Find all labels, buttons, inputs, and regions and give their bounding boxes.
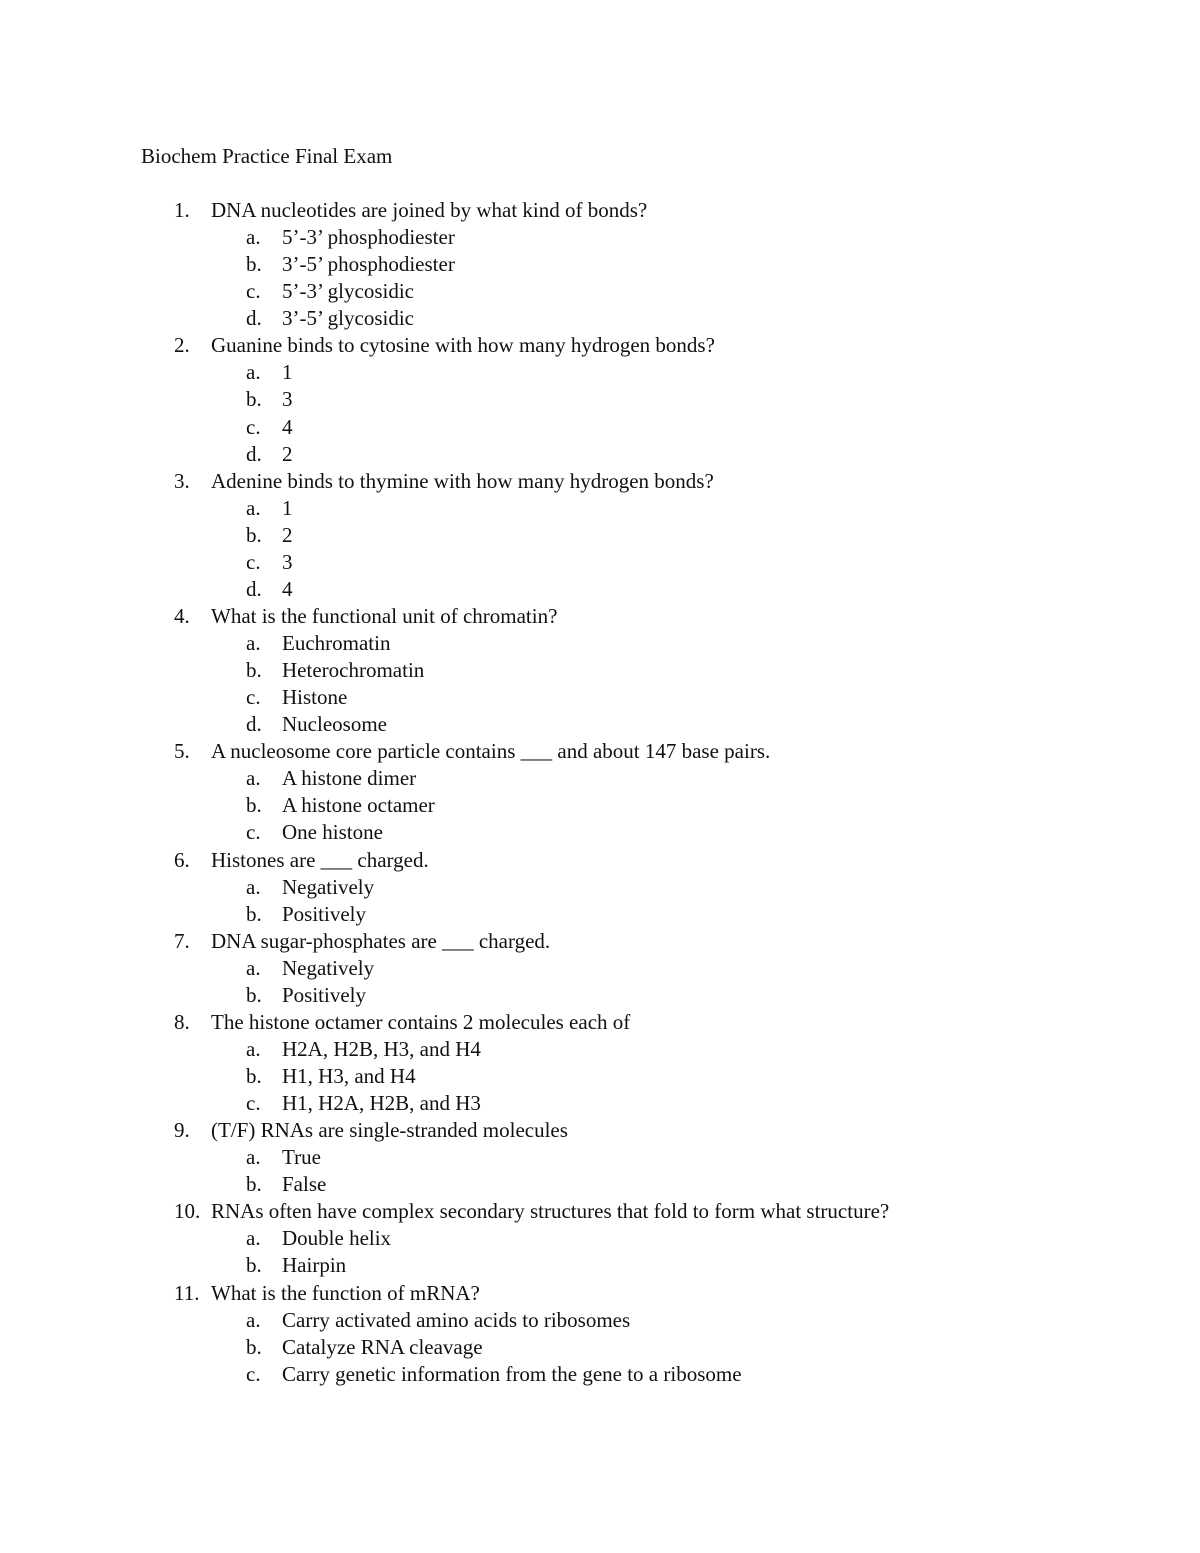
option-text: Heterochromatin [282, 658, 425, 683]
document-title: Biochem Practice Final Exam [141, 144, 393, 168]
option-text: One histone [282, 820, 383, 845]
option-letter: b. [246, 252, 262, 277]
option-letter: b. [246, 522, 262, 547]
question-number: 3. [174, 468, 190, 493]
option-letter: a. [246, 955, 261, 980]
option-letter: d. [246, 306, 262, 331]
option-text: A histone octamer [282, 793, 435, 818]
question-number: 7. [174, 928, 190, 953]
option-letter: a. [246, 631, 261, 655]
question-number: 8. [174, 1009, 190, 1034]
option-text: 5’-3’ phosphodiester [282, 225, 455, 250]
option-text: Catalyze RNA cleavage [282, 1334, 483, 1359]
option-letter: c. [246, 549, 261, 574]
question-number: 11. [174, 1280, 200, 1305]
option-text: 3 [282, 549, 293, 574]
question-text: DNA sugar-phosphates are ___ charged. [211, 928, 551, 953]
option-letter: a. [246, 1145, 261, 1170]
option-text: 2 [282, 522, 293, 547]
question-text: Adenine binds to thymine with how many hydrogen bonds? [211, 468, 714, 493]
option-text: Carry activated amino acids to ribosomes [282, 1307, 631, 1332]
option-text: 2 [282, 441, 293, 466]
option-text: False [282, 1172, 327, 1197]
question-text: The histone octamer contains 2 molecules each of [211, 1009, 631, 1034]
option-letter: a. [246, 874, 261, 899]
option-letter: b. [246, 793, 262, 818]
option-letter: a. [246, 360, 261, 385]
option-text: H1, H3, and H4 [282, 1064, 416, 1088]
option-letter: b. [246, 658, 262, 683]
option-text: Positively [282, 982, 367, 1007]
question-text: (T/F) RNAs are single-stranded molecules [211, 1118, 568, 1143]
option-text: 3’-5’ phosphodiester [282, 252, 455, 277]
option-text: Hairpin [282, 1253, 347, 1278]
question-text: What is the functional unit of chromatin? [211, 603, 558, 628]
question-number: 10. [174, 1199, 201, 1224]
option-letter: a. [246, 1307, 261, 1332]
option-text: Histone [282, 685, 348, 710]
option-text: 4 [282, 576, 293, 601]
option-letter: b. [246, 901, 262, 926]
option-text: 1 [282, 495, 293, 520]
option-text: 1 [282, 360, 293, 385]
option-text: Positively [282, 901, 367, 926]
option-letter: c. [246, 414, 261, 439]
option-text: 4 [282, 414, 293, 439]
option-letter: c. [246, 685, 261, 710]
option-letter: b. [246, 1334, 262, 1359]
question-text: DNA nucleotides are joined by what kind of bonds? [211, 198, 648, 222]
option-letter: b. [246, 1064, 262, 1088]
question-number: 4. [174, 603, 190, 628]
option-letter: a. [246, 495, 261, 520]
option-text: Negatively [282, 955, 375, 980]
option-text: H1, H2A, H2B, and H3 [282, 1091, 481, 1116]
option-text: 3 [282, 387, 293, 412]
option-letter: d. [246, 576, 262, 601]
option-text: Double helix [282, 1226, 392, 1251]
option-letter: c. [246, 820, 261, 845]
option-text: A histone dimer [282, 766, 417, 791]
option-text: Negatively [282, 874, 375, 899]
question-text: RNAs often have complex secondary structures that fold to form what structure? [211, 1199, 890, 1224]
question-number: 9. [174, 1118, 190, 1143]
option-letter: b. [246, 1253, 262, 1278]
option-text: Nucleosome [282, 712, 387, 737]
option-letter: a. [246, 1226, 261, 1251]
question-number: 5. [174, 739, 190, 764]
option-letter: d. [246, 712, 262, 737]
option-letter: b. [246, 1172, 262, 1197]
option-letter: a. [246, 225, 261, 250]
option-text: Euchromatin [282, 631, 391, 655]
option-letter: c. [246, 1361, 261, 1386]
option-text: Carry genetic information from the gene to a ribosome [282, 1361, 742, 1386]
question-number: 6. [174, 847, 190, 872]
question-text: A nucleosome core particle contains ___ and about 147 base pairs. [211, 739, 771, 764]
option-letter: b. [246, 982, 262, 1007]
question-text: What is the function of mRNA? [211, 1280, 480, 1305]
option-letter: a. [246, 1036, 261, 1061]
option-text: 5’-3’ glycosidic [282, 279, 414, 304]
question-number: 2. [174, 333, 190, 358]
option-text: True [282, 1145, 321, 1170]
question-text: Histones are ___ charged. [211, 847, 429, 872]
option-text: 3’-5’ glycosidic [282, 306, 414, 331]
option-letter: c. [246, 1091, 261, 1116]
option-letter: a. [246, 766, 261, 791]
question-text: Guanine binds to cytosine with how many hydrogen bonds? [211, 333, 715, 358]
option-letter: b. [246, 387, 262, 412]
option-letter: c. [246, 279, 261, 304]
question-number: 1. [174, 198, 190, 222]
option-text: H2A, H2B, H3, and H4 [282, 1036, 481, 1061]
option-letter: d. [246, 441, 262, 466]
